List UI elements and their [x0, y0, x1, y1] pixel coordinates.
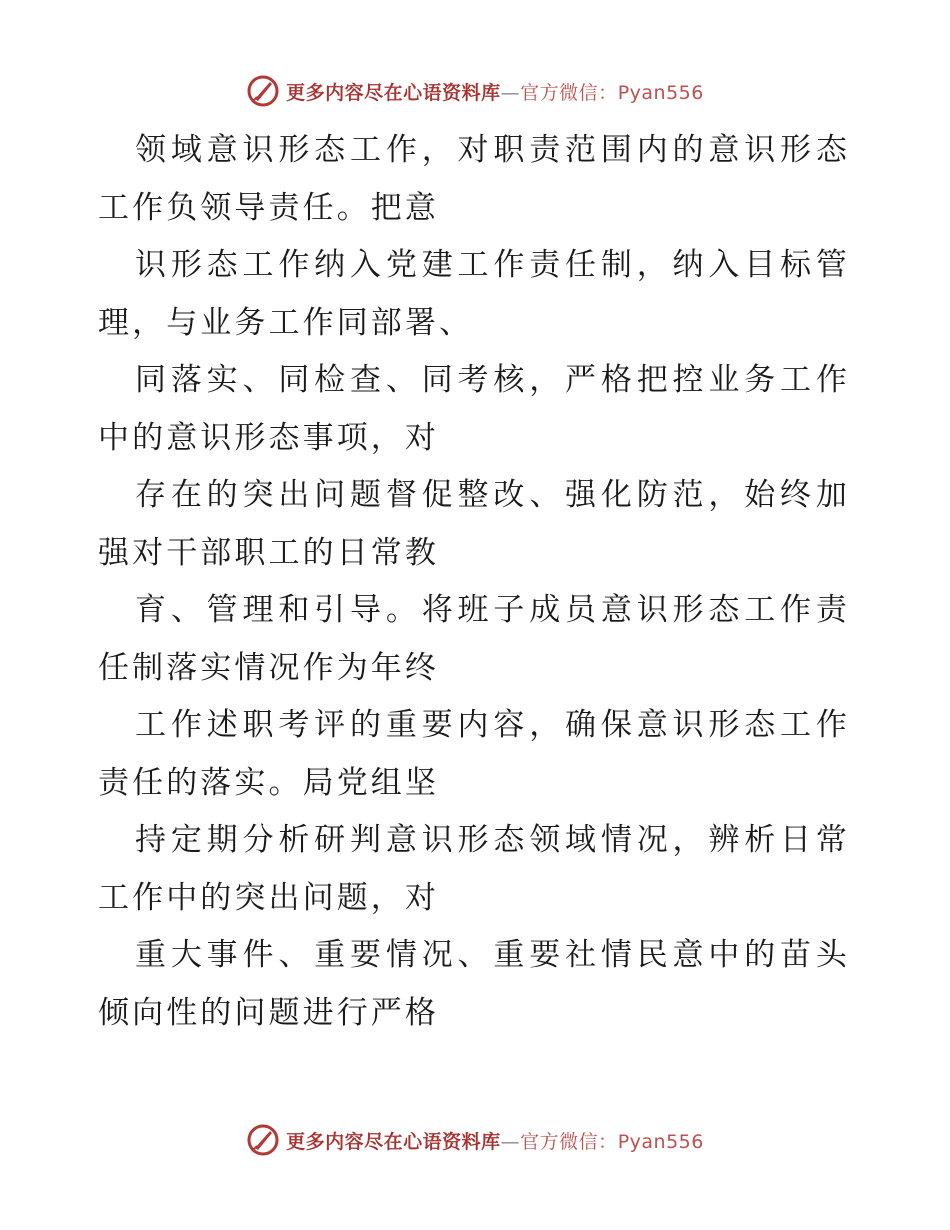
watermark-separator: —	[500, 1130, 521, 1153]
paragraph: 育、管理和引导。将班子成员意识形态工作责任制落实情况作为年终	[98, 592, 850, 686]
paragraph: 持定期分析研判意识形态领域情况，辨析日常工作中的突出问题，对	[98, 822, 850, 916]
watermark-site-name: 更多内容尽在心语资料库	[286, 81, 501, 104]
watermark-wechat-label: 官方微信：	[520, 81, 618, 104]
watermark-text	[286, 78, 704, 105]
watermark-wechat-account: Pyan556	[617, 81, 704, 104]
paragraph: 识形态工作纳入党建工作责任制，纳入目标管理，与业务工作同部署、	[98, 247, 850, 341]
header-watermark	[0, 71, 950, 111]
quill-logo-icon	[246, 1123, 280, 1157]
watermark-separator: —	[500, 81, 521, 104]
paragraph: 同落实、同检查、同考核，严格把控业务工作中的意识形态事项，对	[98, 362, 850, 456]
watermark-site-name: 更多内容尽在心语资料库	[286, 1130, 501, 1153]
quill-logo-icon	[246, 74, 280, 108]
watermark-wechat-account: Pyan556	[617, 1130, 704, 1153]
watermark-text	[286, 1127, 704, 1154]
document-body	[0, 122, 950, 1042]
paragraph: 重大事件、重要情况、重要社情民意中的苗头倾向性的问题进行严格	[98, 937, 850, 1031]
watermark-wechat-label: 官方微信：	[520, 1130, 618, 1153]
paragraph: 领域意识形态工作，对职责范围内的意识形态工作负领导责任。把意	[98, 132, 850, 226]
footer-watermark	[0, 1120, 950, 1160]
paragraph: 存在的突出问题督促整改、强化防范，始终加强对干部职工的日常教	[98, 477, 850, 571]
paragraph: 工作述职考评的重要内容，确保意识形态工作责任的落实。局党组坚	[98, 707, 850, 801]
